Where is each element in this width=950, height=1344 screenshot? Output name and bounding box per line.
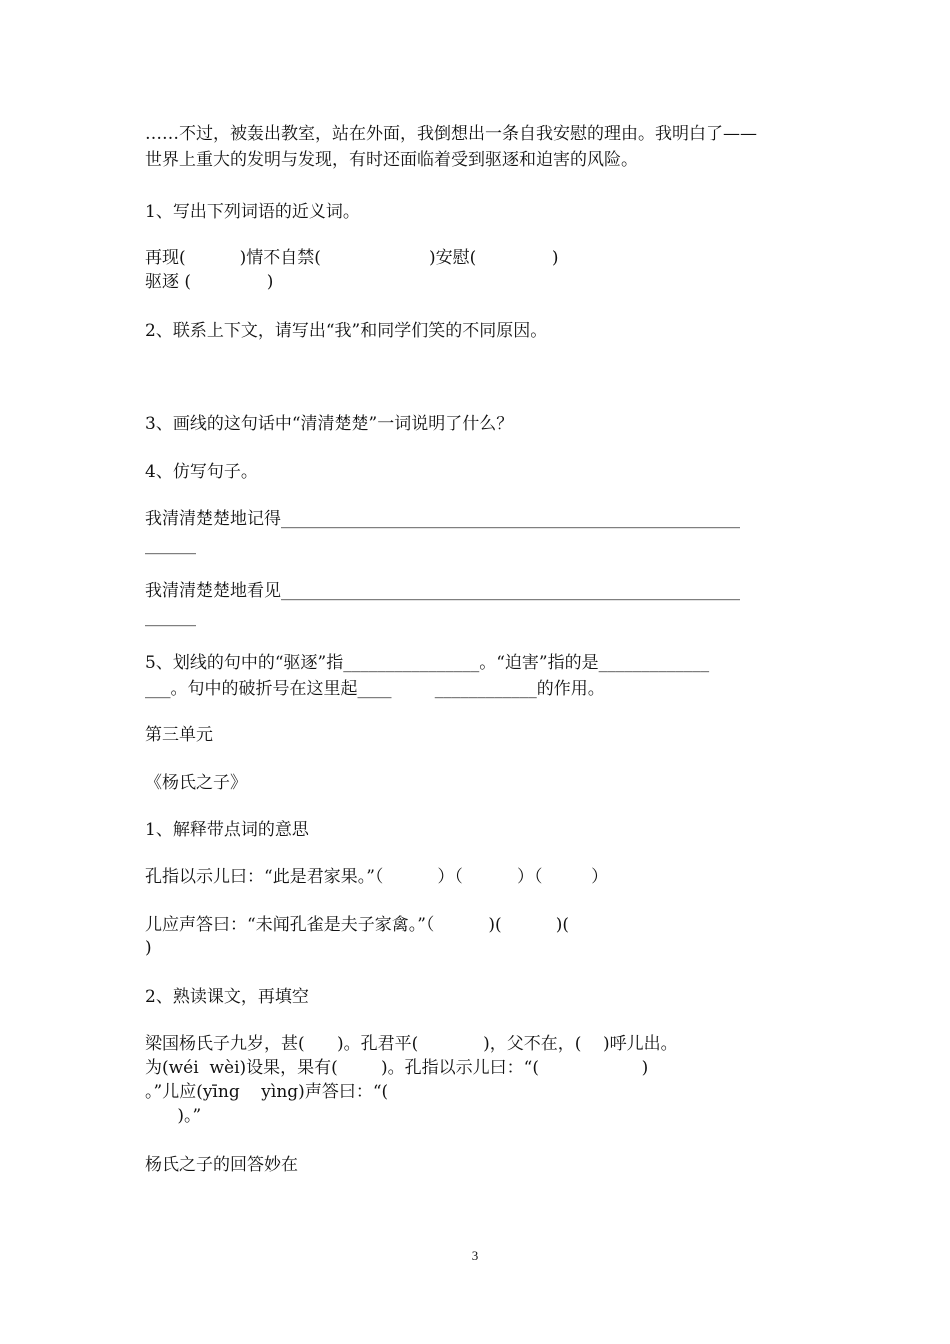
page-number: 3 xyxy=(471,1248,479,1263)
section-2-line-a: 梁国杨氏子九岁，甚( )。孔君平( )，父不在，( )呼儿出。 xyxy=(145,1034,678,1054)
question-4-line-a: 我清清楚楚地记得______________________________________________________ xyxy=(145,509,740,529)
section-2: 2、熟读课文，再填空 xyxy=(145,987,309,1007)
section-2-line-b: 为(wéi wèi)设果，果有( )。孔指以示儿曰：“( ) xyxy=(145,1058,649,1078)
section-2-line-c: 。”儿应(yīng yìng)声答曰：“( xyxy=(145,1082,389,1102)
lesson-title: 《杨氏之子》 xyxy=(145,773,247,793)
section-1: 1、解释带点词的意思 xyxy=(145,820,309,840)
question-1-fill-row-1: 再现( )情不自禁( )安慰( ) xyxy=(145,248,559,268)
section-3: 杨氏之子的回答妙在 xyxy=(145,1155,298,1175)
passage-line-2: 世界上重大的发明与发现，有时还面临着受到驱逐和迫害的风险。 xyxy=(145,150,638,170)
question-4-line-b: 我清清楚楚地看见______________________________________________________ xyxy=(145,581,740,601)
question-4-line-a-cont: ______ xyxy=(145,535,196,555)
question-1: 1、写出下列词语的近义词。 xyxy=(145,202,360,222)
question-1-fill-row-2: 驱逐 ( ) xyxy=(145,272,274,292)
question-2: 2、联系上下文，请写出“我”和同学们笑的不同原因。 xyxy=(145,321,548,341)
question-4-line-b-cont: ______ xyxy=(145,607,196,627)
passage-line-1: ……不过，被轰出教室，站在外面，我倒想出一条自我安慰的理由。我明白了—— xyxy=(145,124,757,144)
section-2-line-d: )。” xyxy=(145,1106,202,1126)
section-1-line-a: 孔指以示儿曰：“此是君家果。”（ ）（ ）（ ） xyxy=(145,867,609,887)
unit-heading: 第三单元 xyxy=(145,725,213,745)
question-5-line-1: 5、划线的句中的“驱逐”指________________。“迫害”指的是_____________ xyxy=(145,653,710,673)
question-5-line-2: ___。句中的破折号在这里起____ ____________的作用。 xyxy=(145,679,605,699)
question-4: 4、仿写句子。 xyxy=(145,462,258,482)
section-1-line-b: 儿应声答曰：“未闻孔雀是夫子家禽。”（ )( )( xyxy=(145,915,569,935)
question-3: 3、画线的这句话中“清清楚楚”一词说明了什么？ xyxy=(145,414,514,434)
section-1-line-b-cont: ) xyxy=(145,938,152,958)
